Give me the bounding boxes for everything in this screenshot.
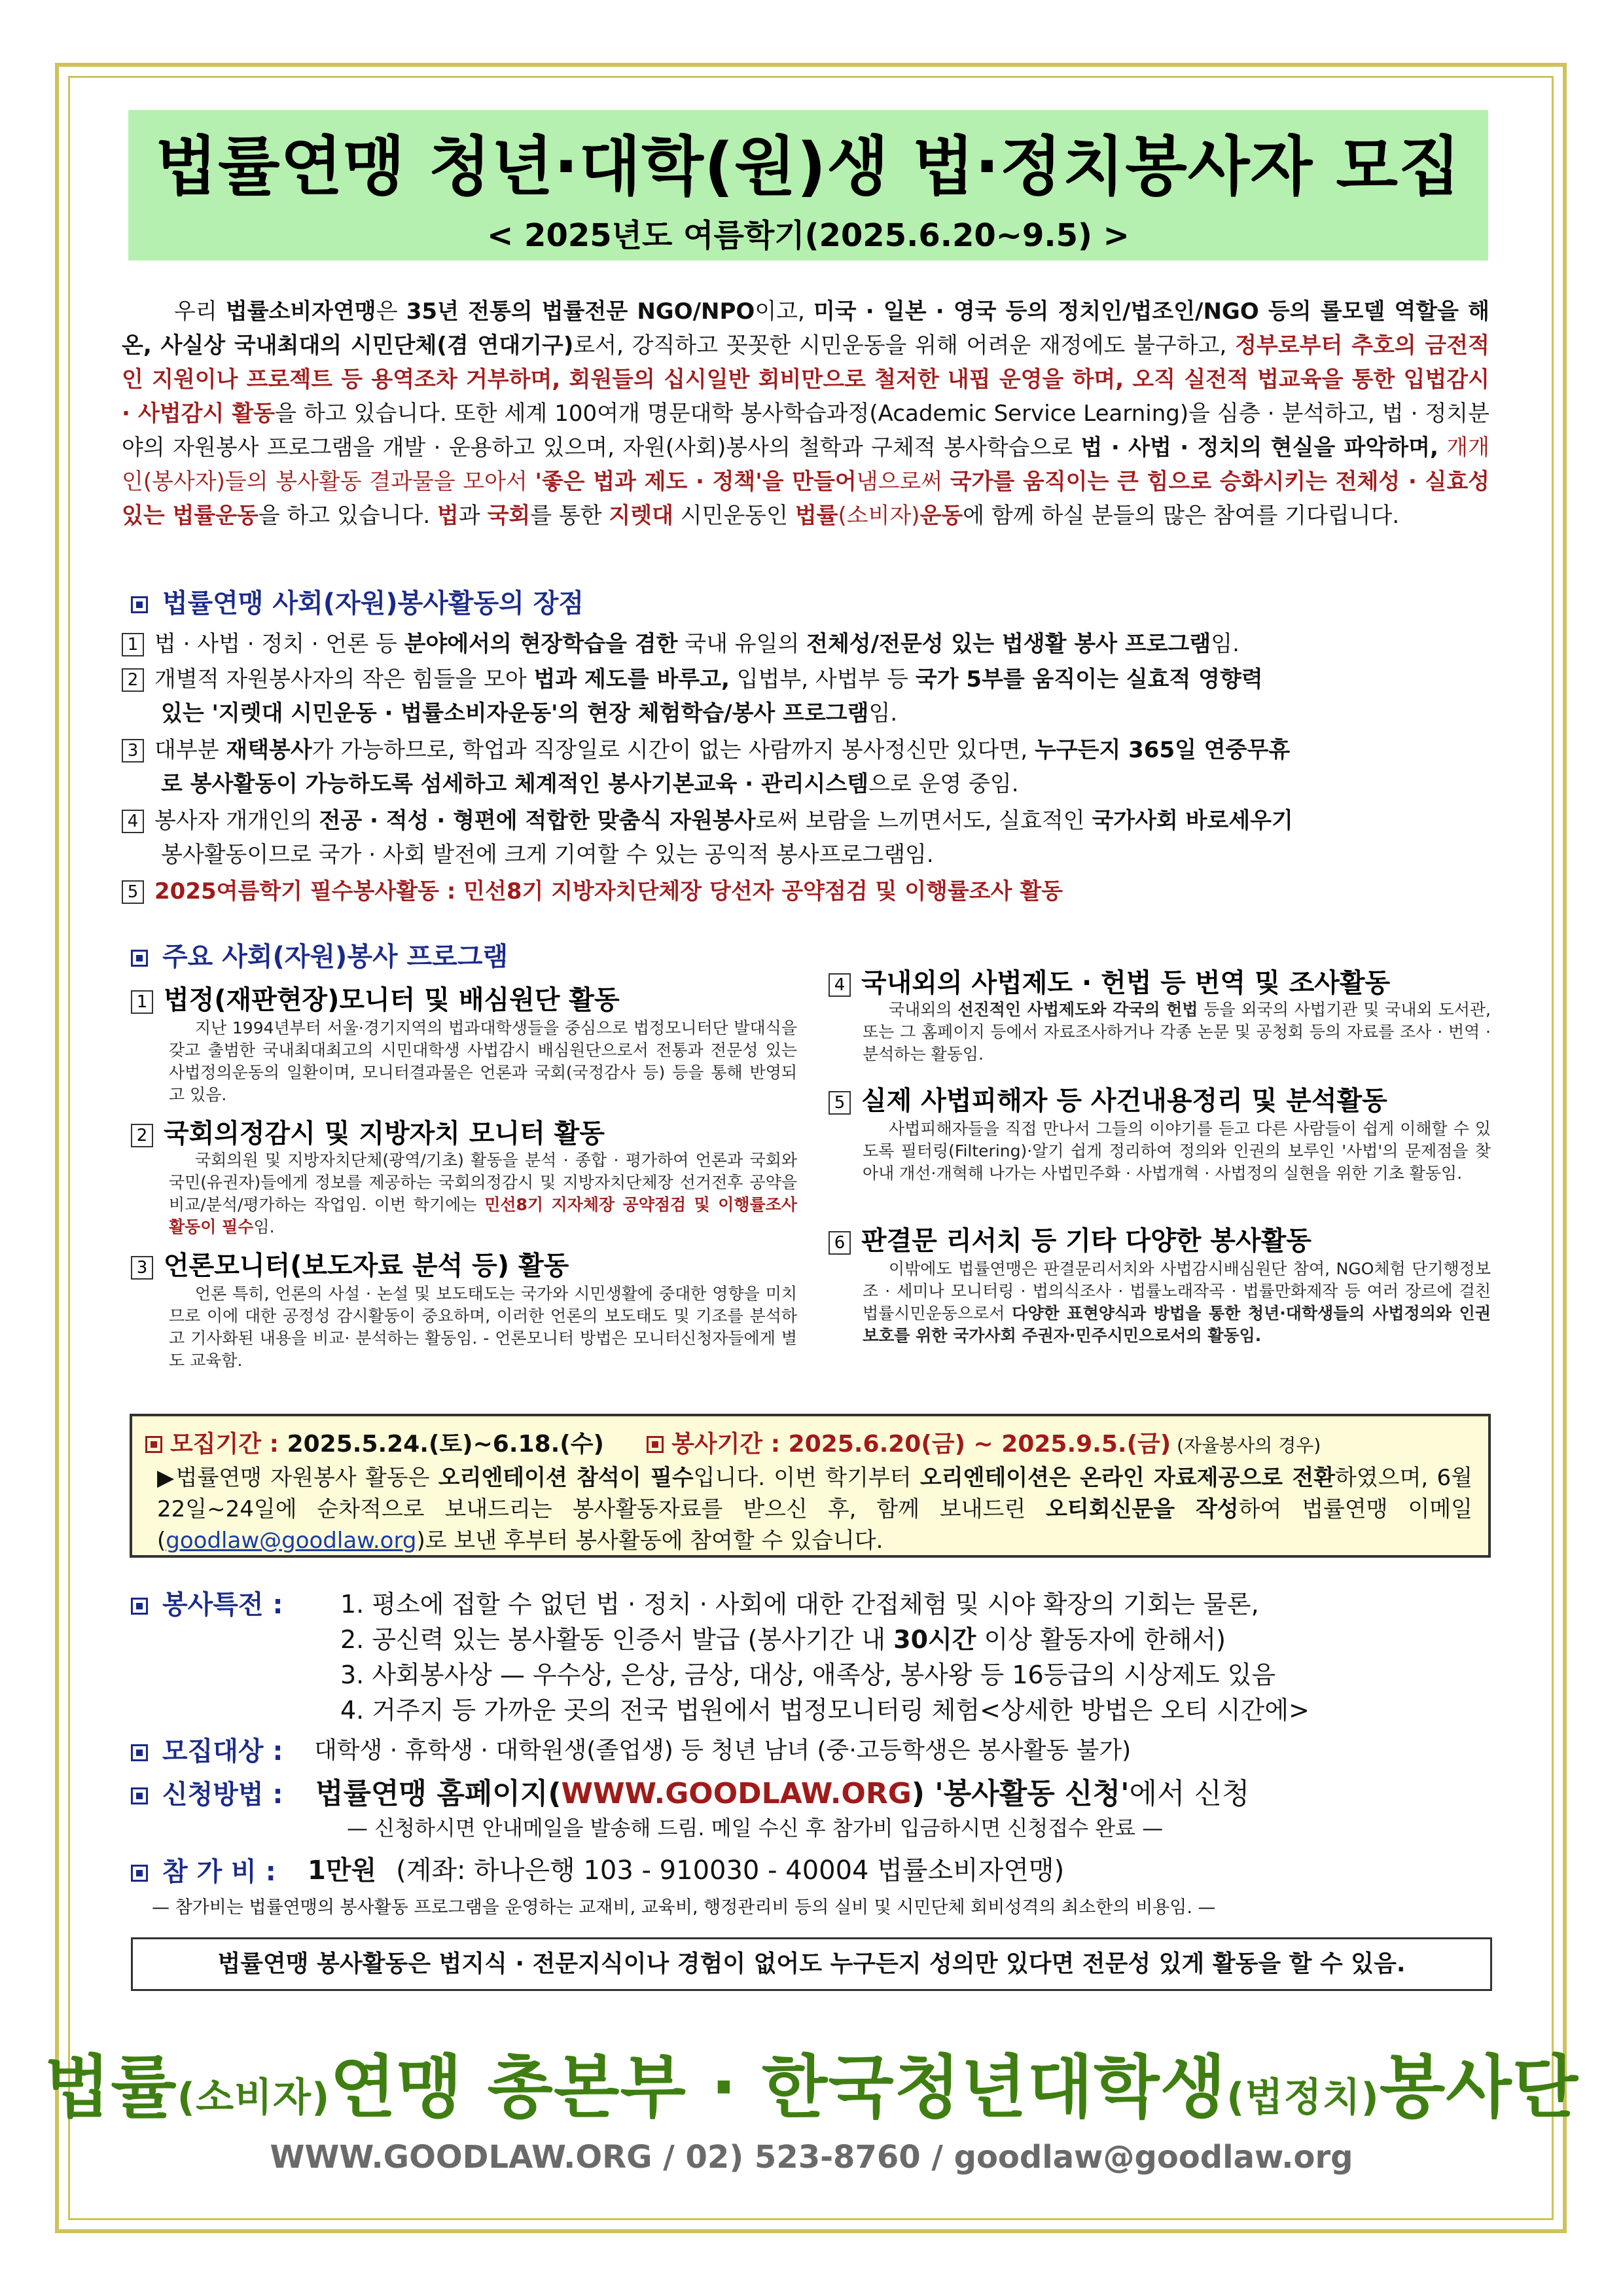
target-label-text: 모집대상 :: [162, 1736, 283, 1767]
program-4-body: [863, 999, 1491, 1066]
benefit-text: 2. 공신력 있는 봉사활동 인증서 발급 (봉사기간 내: [340, 1625, 894, 1654]
period-dates: [145, 1426, 1321, 1459]
program-body-text: 이밖에도 법률연맹은 판결문리서치와 사법감시배심원단 참여, NGO체험 단기행정보조 · 세미나 모니터링 · 법의식조사 · 법률노래작곡 · 법률만화제작 등 여러 장르에 걸친 법률시민운동으로서: [863, 1259, 1491, 1323]
number-box-icon: 3: [131, 1256, 153, 1280]
benefit-text: 이상 활동자에 한해서): [976, 1625, 1226, 1654]
page-title: 법률연맹 청년·대학(원)생 법·정치봉사자 모집: [155, 130, 1461, 204]
intro-text: 과: [458, 503, 488, 529]
advantage-text: 가 가능하므로, 학업과 직장일로 시간이 없는 사람까지 봉사정신만 있다면,: [312, 737, 1035, 763]
intro-text: 미국 · 일본 · 영국 등의 정치인/법조인/NGO 등의 롤모델 역할을 해온, 사실상 국내최대의 시민단체(겸 연대기구): [122, 298, 1490, 359]
program-5-body: 사법피해자들을 직접 만나서 그들의 이야기를 듣고 다른 사람들이 쉽게 이해할 수 있도록 필터링(Filtering)·알기 쉽게 정리하여 정의와 인권의 보루인 '사법'의 문제점을 찾아내 개선·개혁해 나가는 사법민주화 · 사법개혁 · 사법정의 실현을 위한 기초 활동임.: [863, 1119, 1491, 1183]
advantage-text: 임.: [868, 700, 898, 726]
number-box-icon: 5: [829, 1091, 851, 1115]
square-bullet-icon: [131, 950, 148, 967]
advantage-text: 국가사회 바로세우기: [1092, 808, 1293, 834]
org-name-part: (소비자): [177, 2075, 330, 2121]
program-body-text: 임.: [253, 1217, 275, 1236]
number-box-icon: 4: [829, 973, 851, 997]
advantage-text: 입법부, 사법부 등: [729, 666, 916, 692]
intro-text: 을 하고 있습니다. 또한 세계 100여개 명문대학 봉사학습과정(Academic Service Learning)을 심층 · 분석하고, 법 · 정치분야의 자원봉사 프로그램을 개발 · 운용하고 있으며, 자원(사회)봉사의 철학과 구체적 봉사학습으로: [122, 401, 1489, 461]
fee-amount: 1만원: [308, 1856, 377, 1886]
intro-text: 법 · 사법 · 정치의 현실을 파악하며,: [1080, 435, 1438, 461]
program-body-text: 등을 외국의 사법기관 및 국내외 도서관, 또는 그 홈페이지 등에서 자료조사하거나 각종 논문 및 공청회 등의 자료를 조사 · 번역 · 분석하는 활동임.: [863, 1000, 1491, 1064]
benefits-label-text: 봉사특전 :: [162, 1590, 283, 1620]
program-4-title: [829, 962, 1390, 999]
intro-text: '좋은 법과 제도 · 정책'을 만들어: [535, 469, 857, 495]
apply-text-part: 에서 신청: [1129, 1777, 1250, 1810]
program-title-text: 언론모니터(보도자료 분석 등) 활동: [164, 1251, 569, 1281]
org-name-part: 연맹 총본부 · 한국청년대학생: [330, 2047, 1227, 2127]
benefit-item-1: 1. 평소에 접할 수 없던 법 · 정치 · 사회에 대한 간접체험 및 시야 확장의 기회는 물론,: [340, 1590, 1259, 1619]
intro-paragraph: [122, 295, 1489, 533]
advantage-text: 국가 5부를 움직이는 실효적 영향력: [915, 666, 1263, 692]
advantage-item-2: [122, 662, 1489, 730]
program-2-title: [131, 1113, 605, 1150]
number-box-icon: 2: [122, 668, 144, 692]
program-3-body: 언론 특히, 언론의 사설 · 논설 및 보도태도는 국가와 시민생활에 중대한 영향을 미치므로 이에 대한 공정성 감시활동이 중요하며, 이러한 언론의 보도태도 및 기조를 분석하고 기사화된 내용을 비교· 분석하는 활동임. - 언론모니터 방법은 모니터신청자들에게 별도 교육함.: [169, 1284, 797, 1370]
apply-text-part: 법률연맹 홈페이지(: [315, 1777, 562, 1810]
program-body-text: 국회의원 및 지방자치단체(광역/기초) 활동을 분석 · 종합 · 평가하여 언론과 국회와 국민(유권자)들에게 정보를 제공하는 국회의정감시 및 지방자치단체장 선거전후 공약을 비교/분석/평가하는 작업임. 이번 학기에는: [169, 1151, 797, 1214]
program-title-text: 판결문 리서치 등 기타 다양한 봉사활동: [861, 1226, 1311, 1256]
programs-heading: [131, 936, 508, 973]
benefit-item-4: 4. 거주지 등 가까운 곳의 전국 법원에서 법정모니터링 체험<상세한 방법은 오티 시간에>: [340, 1696, 1310, 1725]
website-link[interactable]: WWW.GOODLAW.ORG: [561, 1777, 912, 1810]
benefit-text: 30시간: [893, 1625, 976, 1654]
fee-account: (계좌: 하나은행 103 - 910030 - 40004 법률소비자연맹): [396, 1856, 1065, 1886]
advantage-text: 법과 제도를 바루고,: [533, 666, 730, 692]
triangle-bullet-icon: ▶: [157, 1465, 176, 1491]
service-note: (자율봉사의 경우): [1171, 1435, 1321, 1456]
advantage-text: 개별적 자원봉사자의 작은 힘들을 모아: [154, 666, 534, 692]
advantage-text: 로써 보람을 느끼면서도, 실효적인: [755, 808, 1092, 834]
program-2-body: [169, 1149, 797, 1238]
intro-text: 지렛대: [609, 503, 673, 529]
advantage-item-4: [122, 804, 1489, 872]
program-3-title: [131, 1245, 569, 1282]
advantage-text: 있는 '지렛대 시민운동 · 법률소비자운동'의 현장 체험학습/봉사 프로그램: [161, 700, 869, 726]
period-text: 법률연맹 자원봉사 활동은: [175, 1465, 438, 1491]
intro-text: 국가를 움직이는 큰 힘으로 승화시키는 전체성 · 실효성 있는 법률운동: [122, 469, 1490, 529]
apply-text: [315, 1770, 1250, 1812]
program-1-title: [131, 979, 620, 1016]
apply-label: [131, 1774, 283, 1811]
number-box-icon: 2: [131, 1124, 153, 1147]
program-body-text: 선진적인 사법제도와 각국의 헌법: [957, 1000, 1198, 1019]
email-link[interactable]: goodlaw@goodlaw.org: [166, 1528, 417, 1554]
service-period: 봉사기간 : 2025.6.20(금) ~ 2025.9.5.(금): [671, 1431, 1171, 1458]
square-bullet-icon: [131, 1787, 148, 1804]
target-text: 대학생 · 휴학생 · 대학원생(졸업생) 등 청년 남녀 (중·고등학생은 봉사활동 불가): [314, 1737, 1132, 1764]
intro-text: 시민운동인: [673, 503, 795, 529]
apply-label-text: 신청방법 :: [162, 1780, 283, 1810]
org-name-part: (법정치): [1226, 2075, 1380, 2121]
advantages-heading: [131, 583, 584, 620]
programs-heading-text: 주요 사회(자원)봉사 프로그램: [162, 942, 508, 972]
apply-note: — 신청하시면 안내메일을 발송해 드림. 메일 수신 후 참가비 입금하시면 신청접수 완료 —: [347, 1816, 1164, 1840]
advantage-text: 대부분: [154, 737, 226, 763]
advantage-text: 재택봉사: [226, 737, 312, 763]
advantage-text: 누구든지 365일 연중무휴: [1034, 737, 1291, 763]
fee-text: [308, 1850, 1064, 1887]
title-banner: [128, 110, 1488, 260]
contact-info: WWW.GOODLAW.ORG / 02) 523-8760 / goodlaw@goodlaw.org: [270, 2139, 1353, 2176]
program-1-body: 지난 1994년부터 서울·경기지역의 법과대학생들을 중심으로 법정모니터단 발대식을 갖고 출범한 국내최대최고의 시민대학생 사법감시 배심원단으로서 전통과 전문성 있는 사법정의운동의 일환이며, 모니터결과물은 언론과 국회(국정감사 등) 등을 통해 반영되고 있음.: [169, 1018, 797, 1104]
intro-text: (소비자): [838, 503, 920, 529]
program-title-text: 국회의정감시 및 지방자치 모니터 활동: [164, 1119, 605, 1149]
fee-label-text: 참 가 비 :: [162, 1857, 276, 1887]
square-bullet-icon: [145, 1436, 162, 1453]
advantage-text: 봉사자 개개인의: [154, 808, 319, 834]
benefit-item-3: 3. 사회봉사상 — 우수상, 은상, 금상, 대상, 애족상, 봉사왕 등 16등급의 시상제도 있음: [340, 1660, 1276, 1689]
advantage-text: 분야에서의 현장학습을 겸한: [404, 631, 678, 657]
number-box-icon: 5: [122, 880, 144, 904]
advantage-text: 법 · 사법 · 정치 · 언론 등: [154, 631, 404, 657]
advantage-text: 국내 유일의: [677, 631, 807, 657]
intro-text: 이고,: [755, 298, 813, 325]
square-bullet-icon: [131, 1598, 148, 1615]
advantage-text: 로 봉사활동이 가능하도록 섬세하고 체계적인 봉사기본교육 · 관리시스템: [161, 771, 869, 797]
orientation-note: [157, 1462, 1472, 1556]
period-text: 하여 법률연맹 이메일(: [157, 1496, 1473, 1554]
number-box-icon: 4: [122, 810, 144, 833]
intro-text: 35년 전통의 법률전문 NGO/NPO: [406, 298, 755, 325]
intro-text: 을 하고 있습니다.: [258, 503, 438, 529]
square-bullet-icon: [131, 1744, 148, 1761]
program-title-text: 법정(재판현장)모니터 및 배심원단 활동: [164, 985, 620, 1015]
footer-note: 법률연맹 봉사활동은 법지식 · 전문지식이나 경험이 없어도 누구든지 성의만 있다면 전문성 있게 활동을 할 수 있음.: [131, 1937, 1492, 1991]
intro-text: 우리: [174, 298, 226, 325]
fee-label: [131, 1851, 276, 1888]
intro-text: 에 함께 하실 분들의 많은 참여를 기다립니다.: [963, 503, 1400, 529]
intro-text: 개개인(봉사자)들의 봉사활동 결과물을 모아서: [122, 435, 1489, 495]
intro-text: 운동: [919, 503, 963, 529]
intro-text: 법: [437, 503, 459, 529]
period-text: 오티회신문을 작성: [1046, 1496, 1239, 1522]
org-name-part: 봉사단: [1379, 2047, 1579, 2127]
intro-text: 정부로부터 추호의 금전적인 지원이나 프로젝트 등 용역조차 거부하며, 회원들의 십시일반 회비만으로 철저한 내핍 운영을 하며, 오직 실전적 법교육을 통한 입법감시 · 사법감시 활동: [122, 332, 1489, 427]
organization-name: [0, 2032, 1623, 2130]
recruit-label: 모집기간 :: [170, 1431, 287, 1458]
benefit-item-2: [340, 1619, 1226, 1655]
advantage-text: 2025여름학기 필수봉사활동 : 민선8기 지방자치단체장 당선자 공약점검 및 이행률조사 활동: [154, 878, 1063, 905]
period-text: 오리엔테이션 참석이 필수: [438, 1465, 694, 1491]
advantage-item-1: [122, 627, 1489, 661]
org-name-part: 법률: [44, 2047, 177, 2127]
recruit-value: 2025.5.24.(토)~6.18.(수): [287, 1431, 604, 1458]
program-body-text: 민선8기 지자체장 공약점검 및 이행률조사 활동이 필수: [169, 1195, 797, 1236]
program-6-body: [863, 1258, 1491, 1347]
advantage-item-5: [122, 874, 1489, 908]
number-box-icon: 6: [829, 1231, 851, 1255]
advantage-text: 전체성/전문성 있는 법생활 봉사 프로그램: [806, 631, 1211, 657]
page-subtitle: < 2025년도 여름학기(2025.6.20~9.5) >: [487, 217, 1130, 254]
advantage-text: 전공 · 적성 · 형편에 적합한 맞춤식 자원봉사: [319, 808, 756, 834]
square-bullet-icon: [647, 1436, 664, 1453]
program-5-title: [829, 1080, 1387, 1117]
advantage-text: 임.: [1211, 631, 1240, 657]
square-bullet-icon: [131, 1865, 148, 1882]
period-text: )로 보낸 후부터 봉사활동에 참여할 수 있습니다.: [416, 1528, 883, 1554]
program-body-text: 국내외의: [889, 1000, 958, 1019]
period-box: [130, 1414, 1491, 1558]
program-6-title: [829, 1220, 1311, 1257]
period-text: 입니다. 이번 학기부터: [693, 1465, 920, 1491]
number-box-icon: 1: [131, 990, 153, 1014]
number-box-icon: 3: [122, 739, 144, 762]
program-title-text: 국내외의 사법제도 · 헌법 등 번역 및 조사활동: [861, 968, 1391, 998]
intro-text: 법률소비자연맹: [225, 298, 376, 325]
period-text: 하였으며, 6월 22일~24일에 순차적으로 보내드리는 봉사활동자료를 받으신 후, 함께 보내드린: [157, 1465, 1472, 1522]
square-bullet-icon: [131, 596, 148, 613]
intro-text: 법률: [794, 503, 838, 529]
advantage-text: 으로 운영 중임.: [868, 771, 1019, 797]
intro-text: 냄으로써: [856, 469, 950, 495]
period-text: 오리엔테이션은 온라인 자료제공으로 전환: [919, 1465, 1336, 1491]
intro-text: 를 통한: [530, 503, 609, 529]
benefits-label: [131, 1584, 283, 1621]
target-label: [131, 1731, 283, 1768]
advantage-item-3: [122, 733, 1489, 801]
intro-text: 은: [376, 298, 406, 325]
intro-text: 국회: [487, 503, 531, 529]
program-title-text: 실제 사법피해자 등 사건내용정리 및 분석활동: [861, 1086, 1387, 1116]
advantages-heading-text: 법률연맹 사회(자원)봉사활동의 장점: [162, 588, 584, 619]
program-body-text: 다양한 표현양식과 방법을 통한 청년·대학생들의 사법정의와 인권보호를 위한 국가사회 주권자·민주시민으로서의 활동임.: [863, 1304, 1491, 1345]
fee-note: — 참가비는 법률연맹의 봉사활동 프로그램을 운영하는 교재비, 교육비, 행정관리비 등의 실비 및 시민단체 회비성격의 최소한의 비용임. —: [152, 1897, 1216, 1918]
number-box-icon: 1: [122, 633, 144, 656]
intro-text: 로서, 강직하고 꼿꼿한 시민운동을 위해 어려운 재정에도 불구하고,: [573, 332, 1236, 359]
apply-text-part: ) '봉사활동 신청': [911, 1777, 1130, 1810]
advantage-text: 봉사활동이므로 국가 · 사회 발전에 크게 기여할 수 있는 공익적 봉사프로그램임.: [161, 842, 934, 868]
